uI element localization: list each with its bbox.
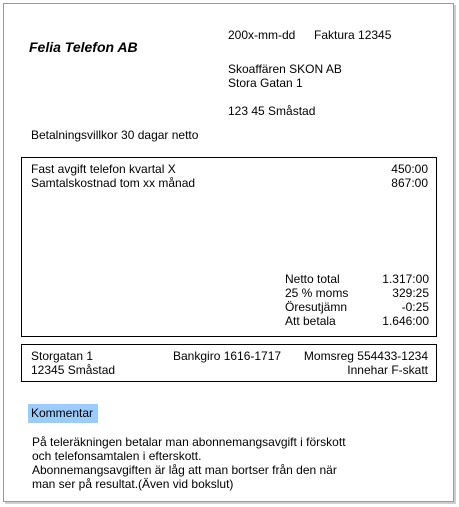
total-value: 1.646:00 [382, 314, 429, 328]
comment-button[interactable]: Kommentar [28, 404, 98, 423]
total-row [285, 272, 429, 286]
total-value: 1.317:00 [382, 272, 429, 286]
total-row [285, 314, 429, 328]
total-row [285, 286, 429, 300]
total-row [285, 300, 429, 314]
line-item [31, 162, 428, 176]
footer-momsreg: Momsreg 554433-1234 [303, 349, 428, 363]
footer-bankgiro: Bankgiro 1616-1717 [173, 349, 282, 363]
footer-street: Storgatan 1 [31, 349, 94, 363]
comment-line: och telefonsamtalen i efterskott. [32, 449, 202, 463]
company-name: Felia Telefon AB [29, 39, 138, 55]
total-value: 329:25 [392, 286, 429, 300]
invoice-number: Faktura 12345 [314, 28, 392, 42]
line-item-amount: 867:00 [391, 176, 428, 190]
recipient-city: 123 45 Småstad [228, 104, 316, 118]
total-label: Netto total [285, 272, 340, 286]
comment-line: Abonnemangsavgiften är låg att man bortser från den när [32, 463, 337, 477]
footer-fskatt: Innehar F-skatt [347, 363, 428, 377]
line-item-description: Samtalskostnad tom xx månad [31, 176, 196, 190]
comment-text [32, 435, 392, 491]
total-label: Öresutjämn [285, 300, 348, 314]
recipient-street: Stora Gatan 1 [228, 76, 303, 90]
total-label: Att betala [285, 314, 336, 328]
recipient-name: Skoaffären SKON AB [228, 62, 342, 76]
items-box [21, 157, 437, 337]
comment-line: man ser på resultat.(Även vid bokslut) [32, 477, 234, 491]
line-item [31, 176, 428, 190]
total-value: -0:25 [401, 300, 429, 314]
footer-box [21, 344, 437, 382]
footer-city: 12345 Småstad [31, 363, 116, 377]
total-label: 25 % moms [285, 286, 349, 300]
invoice-date: 200x-mm-dd [228, 28, 296, 42]
comment-line: På teleräkningen betalar man abonnemangsavgift i förskott [32, 435, 346, 449]
invoice-window [3, 3, 454, 502]
line-item-description: Fast avgift telefon kvartal X [31, 162, 176, 176]
payment-terms: Betalningsvillkor 30 dagar netto [31, 128, 199, 142]
line-item-amount: 450:00 [391, 162, 428, 176]
